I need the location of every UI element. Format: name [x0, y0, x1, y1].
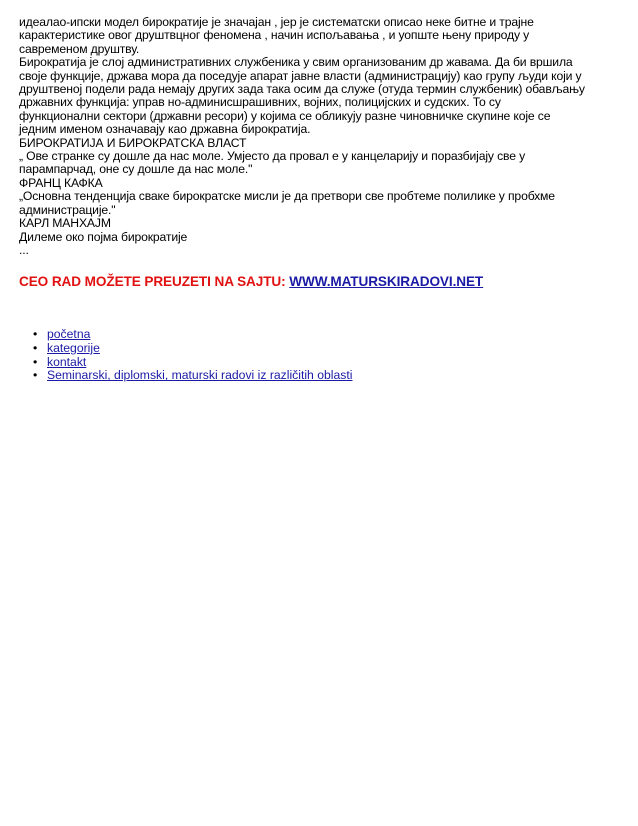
nav-link-papers[interactable]: Seminarski, diplomski, maturski radovi iz različitih oblasti: [47, 368, 353, 383]
nav-link-categories[interactable]: kategorije: [47, 340, 100, 355]
nav-link-contact[interactable]: kontakt: [47, 354, 87, 369]
text-line: идеалао-ипски модел бирократије је значајан , јер је систематски описао неке битне и трајне: [19, 15, 534, 29]
bullet-icon: •: [33, 368, 38, 383]
download-notice-text: CEO RAD MOŽETE PREUZETI NA SAJTU:: [19, 274, 290, 290]
bullet-icon: •: [33, 340, 38, 355]
quote-author: КАРЛ МАНХАЈМ: [19, 216, 111, 231]
nav-link-list: [19, 328, 623, 382]
ellipsis: ...: [19, 242, 29, 257]
bullet-icon: •: [33, 327, 38, 342]
site-link[interactable]: WWW.MATURSKIRADOVI.NET: [289, 274, 484, 290]
list-item: [33, 340, 623, 356]
quote-line: „ Ове странке су дошле да нас моле. Умјесто да провал е у канцеларију и поразбијају све у: [19, 149, 526, 164]
bullet-icon: •: [33, 354, 38, 369]
quote-author: ФРАНЦ КАФКА: [19, 175, 103, 190]
quote-line: администрације.": [19, 202, 116, 217]
section-heading: БИРОКРАТИЈА И БИРОКРАТСКА ВЛАСТ: [19, 135, 247, 150]
download-notice: [19, 274, 623, 290]
text-line: Дилеме око појма бирократије: [19, 229, 188, 244]
text-line: функционални сектори (државни ресори) у којима се обликују разне чиновничке скупине које се: [19, 108, 551, 123]
text-line: своје функције, држава мора да поседује апарат јавне власти (администрацију) као групу људи који у: [19, 68, 582, 83]
list-item: [33, 327, 623, 342]
text-line: карактеристике овог друштвцног феномена , начин испољавања , и уопште њену природу у: [19, 28, 530, 43]
text-line: државних функција: управ но-админисшрашивних, војних, полицијских и судских. То су: [19, 95, 501, 110]
quote-line: парампарчад, оне су дошле да нас моле.": [19, 162, 253, 177]
text-line: једним именом означавају као државна бирократија.: [19, 122, 311, 137]
list-item: [33, 368, 623, 383]
list-item: [33, 354, 623, 370]
page-content: [19, 16, 623, 383]
text-line: Бирократија је слој административних службеника у свим организованим др жавама. Да би вршила: [19, 55, 573, 70]
quote-line: „Основна тенденција сваке бирократске мисли је да претвори све пробтеме полилике у пробхме: [19, 189, 555, 204]
document-body: [19, 16, 623, 257]
text-line: друштвеној подели рада немају других зада така осим да служе (отуда термин службеник) обављању: [19, 82, 585, 97]
text-line: савременом друштву.: [19, 41, 140, 56]
nav-link-home[interactable]: početna: [47, 327, 91, 342]
